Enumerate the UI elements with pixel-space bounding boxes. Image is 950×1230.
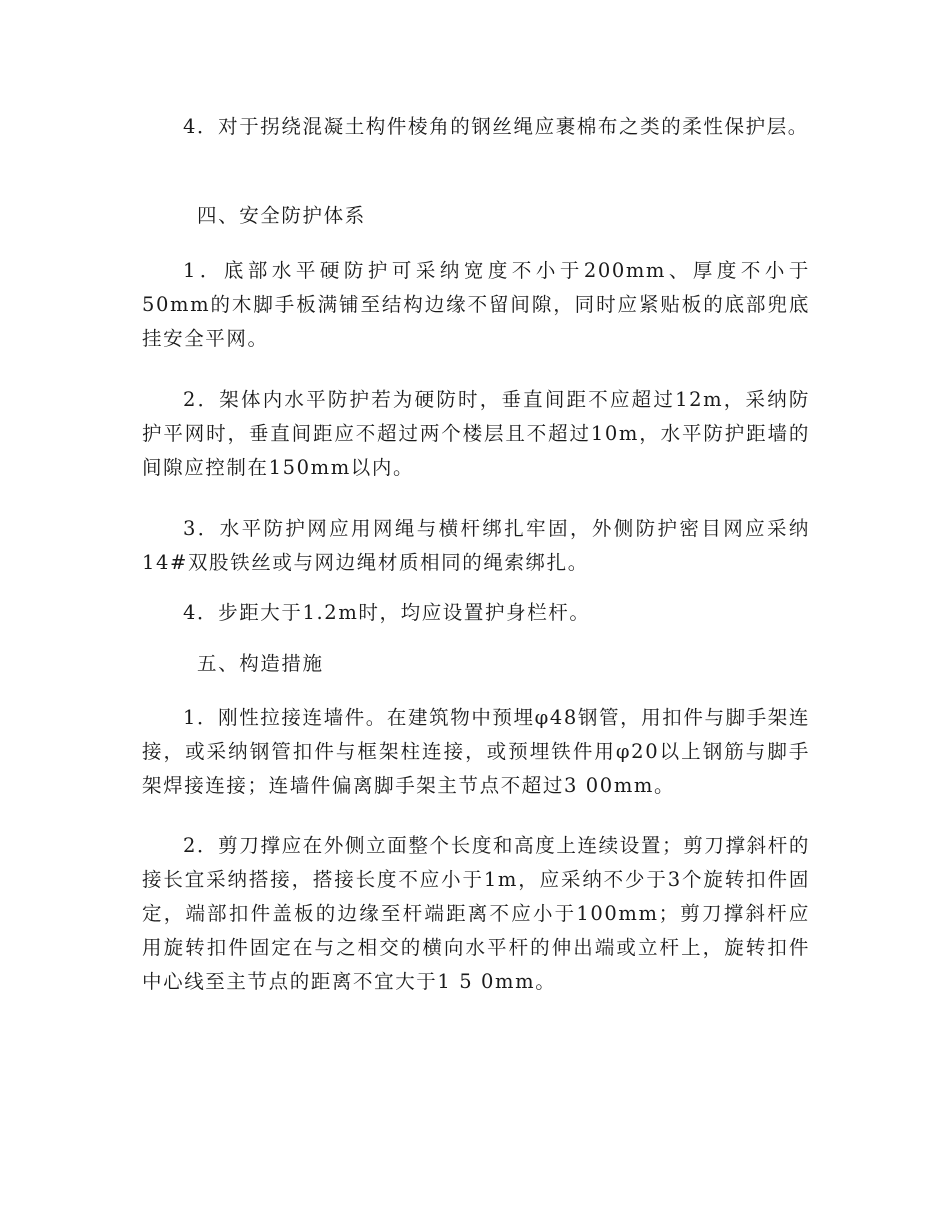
paragraph-bottom-protection: 1．底部水平硬防护可采纳宽度不小于200mm、厚度不小于50mm的木脚手板满铺至结构边缘不留间隙，同时应紧贴板的底部兜底挂安全平网。 [142, 259, 810, 350]
paragraph-wall-ties: 1．刚性拉接连墙件。在建筑物中预埋φ48钢管，用扣件与脚手架连接，或采纳钢管扣件与框架柱连接，或预埋铁件用φ20以上钢筋与脚手架焊接连接；连墙件偏离脚手架主节点不超过3 00mm。 [142, 706, 810, 797]
section-heading-construction-measures: 五、构造措施 [197, 652, 324, 675]
section-heading-safety-protection: 四、安全防护体系 [197, 204, 366, 227]
paragraph-step-distance: 4．步距大于1.2m时，均应设置护身栏杆。 [183, 601, 591, 624]
paragraph-protective-net: 3．水平防护网应用网绳与横杆绑扎牢固，外侧防护密目网应采纳14#双股铁丝或与网边绳材质相同的绳索绑扎。 [142, 517, 810, 574]
paragraph-scissor-braces: 2．剪刀撑应在外侧立面整个长度和高度上连续设置；剪刀撑斜杆的接长宜采纳搭接，搭接长度不应小于1m，应采纳不少于3个旋转扣件固定，端部扣件盖板的边缘至杆端距离不应小于100mm；剪刀撑斜杆应用旋转扣件固定在与之相交的横向水平杆的伸出端或立杆上，旋转扣件中心线至主节点的距离不宜大于1 5 0mm。 [142, 834, 810, 993]
paragraph-protective-layer: 4．对于拐绕混凝土构件棱角的钢丝绳应裹棉布之类的柔性保护层。 [183, 115, 809, 138]
paragraph-horizontal-protection: 2．架体内水平防护若为硬防时，垂直间距不应超过12m，采纳防护平网时，垂直间距应不超过两个楼层且不超过10m，水平防护距墙的间隙应控制在150mm以内。 [142, 388, 810, 479]
